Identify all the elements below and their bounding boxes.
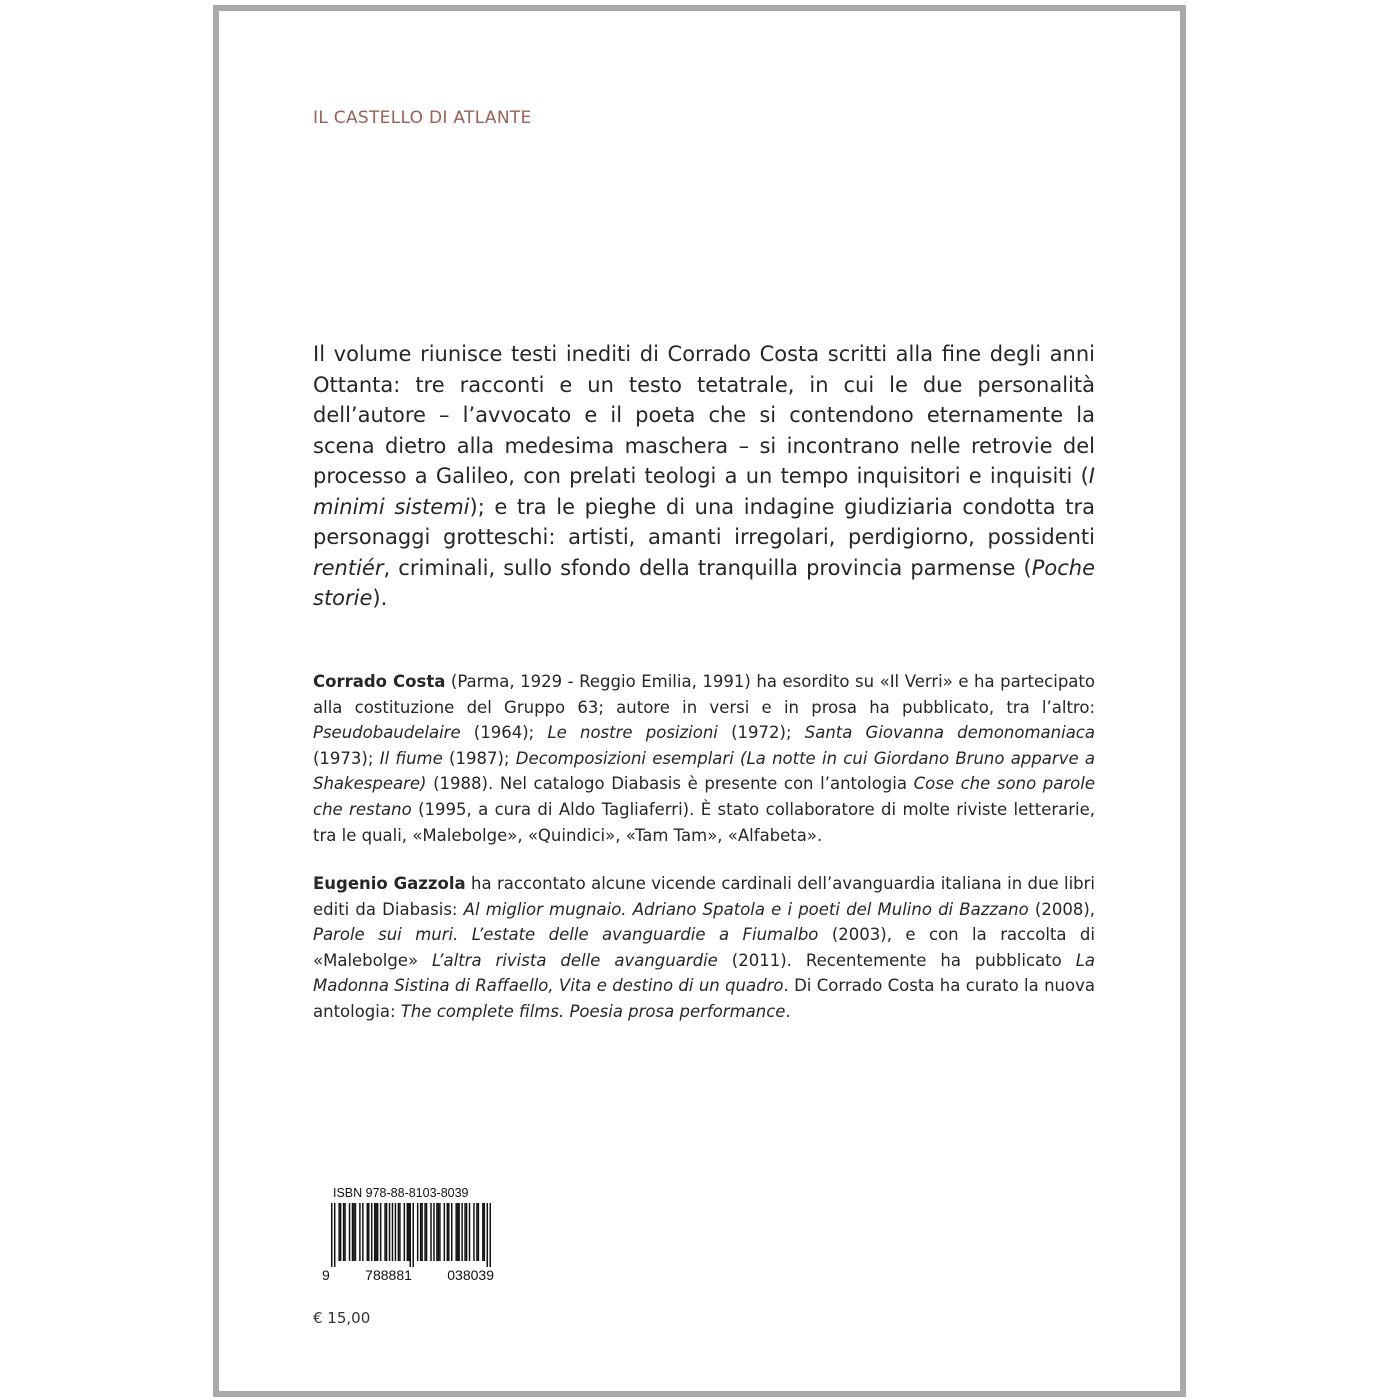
blurb-run: Poche storie xyxy=(313,555,1095,610)
barcode-bar xyxy=(482,1203,483,1261)
barcode-bar xyxy=(461,1203,462,1261)
barcode-bar xyxy=(395,1203,396,1261)
bio_gazzola-run: (2011). Recentemente ha pubblicato xyxy=(717,950,1076,970)
barcode-digits-left: 788881 xyxy=(365,1267,412,1283)
barcode-bar xyxy=(436,1203,437,1261)
barcode-bar xyxy=(359,1203,360,1261)
bio_gazzola-run: (2008), xyxy=(1028,899,1096,919)
bio_gazzola-run: (2003), e con la raccolta di «Malebolge» xyxy=(313,925,1095,970)
barcode-bar xyxy=(420,1203,421,1261)
blurb-run: Il volume riunisce testi inediti di Corrado Costa scritti alla fine degli anni Ottanta: tre racconti e un testo tetatrale, in cui le due personalità dell’autore – l’avvocato e il poeta che si contendono eternamente la scena dietro alla medesima maschera – si incontrano nelle retrovie del processo a Galileo, con prelati teologi a un tempo inquisitori e inquisiti ( xyxy=(313,342,1095,488)
author-bio-costa xyxy=(313,669,1095,848)
barcode-bar xyxy=(375,1203,376,1261)
barcode-bar xyxy=(458,1203,459,1261)
barcode-bar xyxy=(374,1203,375,1261)
barcode-bar xyxy=(438,1203,439,1261)
barcode-bar xyxy=(490,1203,491,1267)
barcode-bar xyxy=(344,1203,345,1261)
barcode-bar xyxy=(433,1203,434,1261)
barcode-bar xyxy=(384,1203,385,1261)
series-title: IL CASTELLO DI ATLANTE xyxy=(313,108,532,128)
bio_gazzola-run: Parole sui muri. L’estate delle avanguardie a Fiumalbo xyxy=(313,925,819,945)
barcode-bar xyxy=(464,1203,465,1261)
blurb-run: ). xyxy=(372,586,388,610)
barcode-bar xyxy=(424,1203,425,1261)
barcode-bar xyxy=(355,1203,356,1261)
barcode-bar xyxy=(398,1203,399,1261)
barcode-digits-right: 038039 xyxy=(447,1267,494,1283)
blurb-run: rentiér xyxy=(313,555,384,580)
barcode-bar xyxy=(404,1203,405,1261)
barcode-bar xyxy=(473,1203,474,1261)
barcode-bar xyxy=(389,1203,390,1261)
barcode-bar xyxy=(352,1203,353,1261)
barcode-bar xyxy=(466,1203,467,1261)
barcode-bar xyxy=(417,1203,418,1261)
bio_gazzola-run: L’altra rivista delle avanguardie xyxy=(432,950,718,970)
barcode-bar xyxy=(451,1203,452,1261)
barcode-bar xyxy=(484,1203,485,1261)
barcode-digit-prefix: 9 xyxy=(322,1267,330,1283)
bio_costa-run: Cose che sono parole che restano xyxy=(313,774,1095,819)
barcode-graphic xyxy=(331,1203,491,1267)
blurb-run: , criminali, sullo sfondo della tranquilla provincia parmense ( xyxy=(383,555,1032,580)
barcode-bar xyxy=(340,1203,341,1261)
blurb-paragraph xyxy=(313,339,1095,614)
barcode-bar xyxy=(380,1203,381,1261)
barcode-bar xyxy=(338,1203,339,1261)
barcode-bar xyxy=(362,1203,363,1261)
barcode-bar xyxy=(377,1203,378,1261)
bio_gazzola-run: . Di Corrado Costa ha curato la nuova antologia: xyxy=(313,976,1095,1021)
barcode-bar xyxy=(371,1203,372,1261)
bio_costa-run: (1988). Nel catalogo Diabasis è presente con l’antologia xyxy=(426,774,914,794)
bio_gazzola-run: The complete films. Poesia prosa performance xyxy=(400,1001,786,1021)
barcode-bar xyxy=(368,1203,369,1261)
barcode-bar xyxy=(469,1203,470,1261)
bio_costa-run: Corrado Costa xyxy=(313,672,446,691)
barcode-bar xyxy=(447,1203,448,1261)
barcode-bar xyxy=(399,1203,400,1261)
bio_costa-run: (1972); xyxy=(717,723,805,743)
barcode-bar xyxy=(430,1203,431,1261)
barcode-bar xyxy=(331,1203,332,1267)
bio_gazzola-run: . xyxy=(785,1001,791,1021)
barcode-bar xyxy=(408,1203,409,1261)
bio_costa-run: (1987); xyxy=(442,748,516,768)
bio_costa-run: (1995, a cura di Aldo Tagliaferri). È stato collaboratore di molte riviste letterarie, tra le quali, «Malebolge», «Quindici», «Tam Tam», «Alfabeta». xyxy=(313,799,1095,845)
blurb-run: ); e tra le pieghe di una indagine giudiziaria condotta tra personaggi grotteschi: artisti, amanti irregolari, perdigiorno, possidenti xyxy=(313,494,1095,549)
editor-bio-gazzola xyxy=(313,871,1095,1025)
bio_gazzola-run: ha raccontato alcune vicende cardinali dell’avanguardia italiana in due libri editi da Diabasis: xyxy=(313,874,1095,919)
bio_costa-run: Decomposizioni esemplari (La notte in cui Giordano Bruno apparve a Shakespeare) xyxy=(313,748,1095,794)
blurb-run: I minimi sistemi xyxy=(313,464,1095,519)
bio_costa-run: Le nostre posizioni xyxy=(547,723,718,743)
barcode-bar xyxy=(410,1203,411,1267)
barcode-bar xyxy=(349,1203,350,1261)
barcode-bar xyxy=(421,1203,422,1261)
bio_costa-run: (1964); xyxy=(460,723,548,743)
book-back-cover xyxy=(213,5,1186,1397)
barcode-bar xyxy=(457,1203,458,1261)
bio_gazzola-run: Eugenio Gazzola xyxy=(313,874,466,893)
barcode-bar xyxy=(487,1203,488,1267)
barcode-bar xyxy=(343,1203,344,1261)
bio_gazzola-run: Al miglior mugnaio. Adriano Spatola e i poeti del Mulino di Bazzano xyxy=(463,899,1029,919)
bio_costa-run: (Parma, 1929 - Reggio Emilia, 1991) ha esordito su «Il Verri» e ha partecipato alla costituzione del Gruppo 63; autore in versi e in prosa ha pubblicato, tra l’altro: xyxy=(313,672,1095,717)
price: € 15,00 xyxy=(313,1309,371,1327)
barcode-bar xyxy=(426,1203,427,1261)
barcode-bar xyxy=(386,1203,387,1261)
barcode-digits xyxy=(322,1267,494,1283)
barcode-bar xyxy=(334,1203,335,1267)
bio_costa-run: (1973); xyxy=(313,748,380,768)
barcode-bar xyxy=(455,1203,456,1261)
barcode-bar xyxy=(448,1203,449,1261)
barcode xyxy=(331,1203,491,1267)
bio_costa-run: Pseudobaudelaire xyxy=(313,723,461,743)
barcode-bar xyxy=(407,1203,408,1261)
barcode-bar xyxy=(367,1203,368,1261)
barcode-bar xyxy=(476,1203,477,1261)
barcode-bar xyxy=(392,1203,393,1261)
bio_costa-run: Il fiume xyxy=(379,748,443,768)
barcode-bar xyxy=(478,1203,479,1261)
bio_costa-run: Santa Giovanna demonomaniaca xyxy=(804,723,1095,743)
barcode-bar xyxy=(412,1203,413,1267)
bio_gazzola-run: La Madonna Sistina di Raffaello, Vita e destino di un quadro xyxy=(313,950,1095,996)
barcode-bar xyxy=(444,1203,445,1261)
barcode-bar xyxy=(353,1203,354,1261)
barcode-bar xyxy=(439,1203,440,1261)
isbn-label: ISBN 978-88-8103-8039 xyxy=(333,1186,469,1200)
